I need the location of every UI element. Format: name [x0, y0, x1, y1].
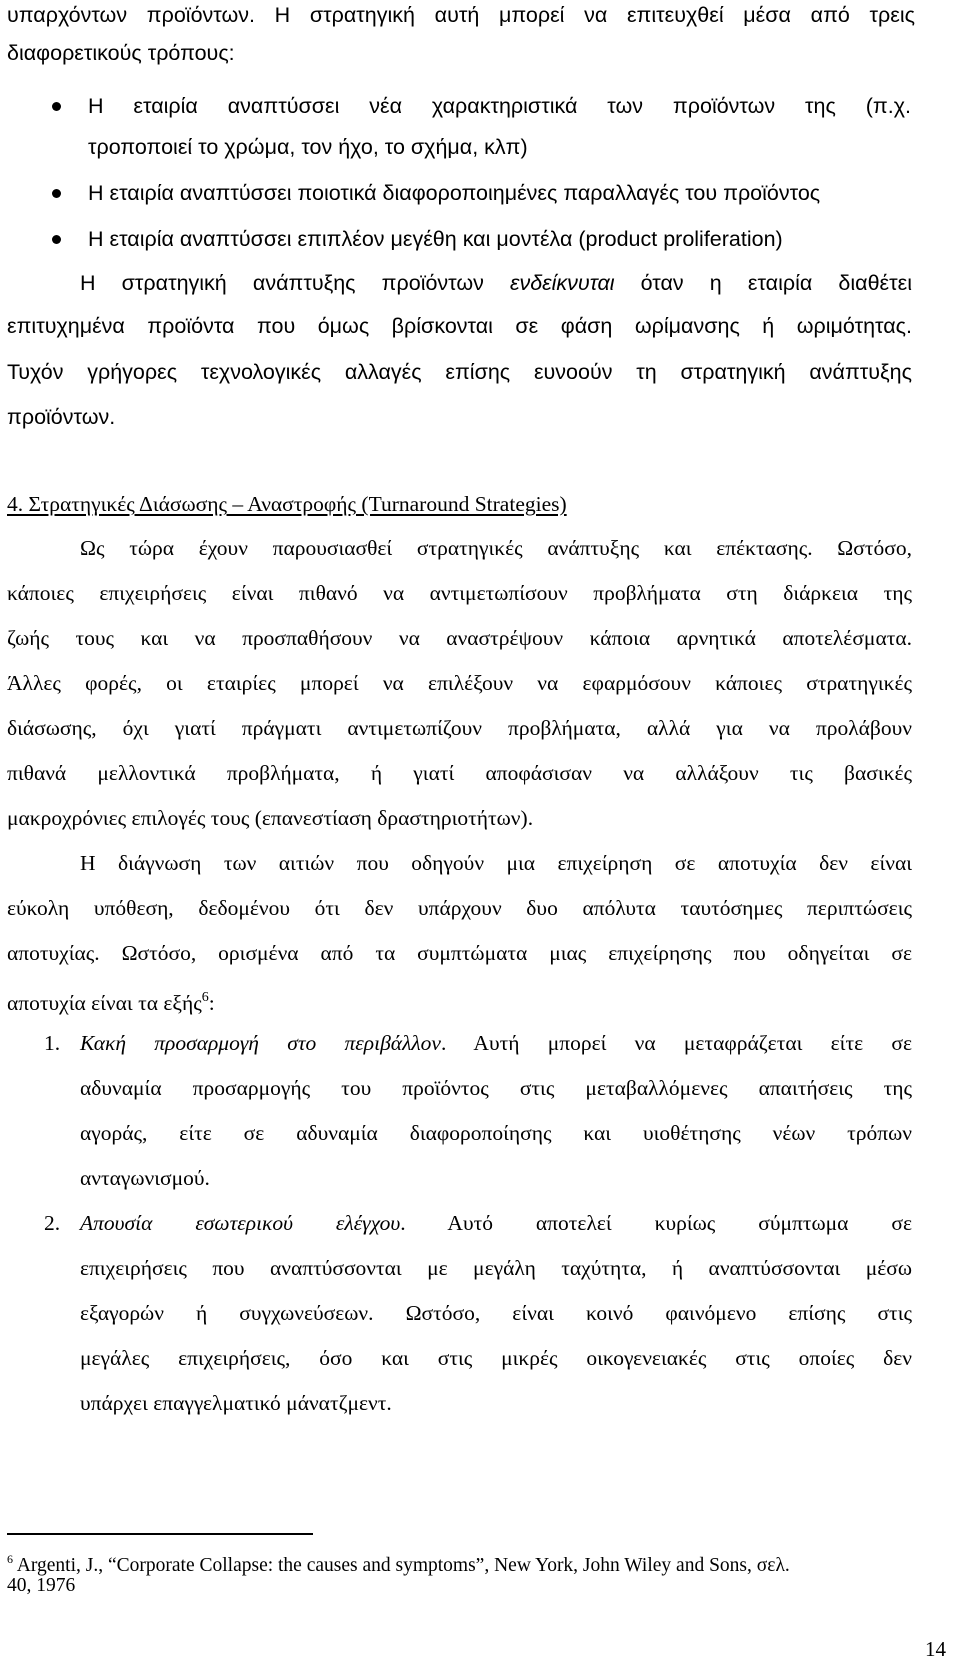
indication-text-b: όταν η εταιρία διαθέτει: [614, 271, 912, 295]
indication-line-3: Τυχόν γρήγορες τεχνολογικές αλλαγές επίσης ευνοούν τη στρατηγική ανάπτυξης: [7, 360, 912, 384]
numbered-item-2-rest: . Αυτό αποτελεί κυρίως σύμπτωμα σε: [400, 1211, 912, 1235]
indication-italic: ενδείκνυται: [510, 271, 615, 295]
footnote-text: Argenti, J., “Corporate Collapse: the causes and symptoms”, New York, John Wiley and Sons, σελ.: [13, 1555, 790, 1576]
numbered-item-2-title: Απουσία εσωτερικού ελέγχου: [80, 1211, 401, 1235]
bullet-dot: [52, 102, 61, 111]
page-number: 14: [925, 1637, 946, 1661]
numbered-item-1-line-3: αγοράς, είτε σε αδυναμία διαφοροποίησης και υιοθέτησης νέων τρόπων: [80, 1121, 912, 1145]
diagnosis-line-1: Η διάγνωση των αιτιών που οδηγούν μια επιχείρηση σε αποτυχία δεν είναι: [80, 851, 912, 875]
indication-line-1: [80, 268, 912, 298]
numbered-item-2-line-1: [80, 1208, 912, 1238]
diagnosis-last-text: αποτυχία είναι τα εξής: [7, 991, 202, 1015]
bullet-item-2: Η εταιρία αναπτύσσει ποιοτικά διαφοροποιημένες παραλλαγές του προϊόντος: [88, 181, 821, 205]
numbered-item-1-line-1: [80, 1028, 912, 1058]
numbered-item-1-rest: . Αυτή μπορεί να μεταφράζεται είτε σε: [440, 1031, 912, 1055]
indication-text-a: Η στρατηγική ανάπτυξης προϊόντων: [80, 271, 511, 295]
footnote-reference: 6: [201, 990, 209, 1005]
diagnosis-line-3: αποτυχίας. Ωστόσο, ορισμένα από τα συμπτώματα μιας επιχείρησης που οδηγείται σε: [7, 941, 912, 965]
footnote-line-1: [7, 1545, 790, 1580]
turnaround-line-1: Ως τώρα έχουν παρουσιασθεί στρατηγικές ανάπτυξης και επέκτασης. Ωστόσο,: [80, 536, 912, 560]
indication-line-2: επιτυχημένα προϊόντα που όμως βρίσκονται σε φάση ωρίμανσης ή ωριμότητας.: [7, 314, 912, 338]
bullet-item-1-line-2: τροποποιεί το χρώμα, τον ήχο, το σχήμα, κλπ): [88, 135, 528, 159]
numbered-item-1-line-2: αδυναμία προσαρμογής του προϊόντος στις μεταβαλλόμενες απαιτήσεις της: [80, 1076, 912, 1100]
diagnosis-colon: :: [208, 991, 215, 1015]
numbered-item-1-title: Κακή προσαρμογή στο περιβάλλον: [80, 1031, 441, 1055]
intro-line-2: διαφορετικούς τρόπους:: [7, 41, 235, 65]
footnote-separator: [7, 1533, 313, 1535]
numbered-item-1-line-4: ανταγωνισμού.: [80, 1166, 210, 1190]
numbered-item-2-line-4: μεγάλες επιχειρήσεις, όσο και στις μικρές οικογενειακές στις οποίες δεν: [80, 1346, 912, 1370]
intro-line-1: υπαρχόντων προϊόντων. Η στρατηγική αυτή μπορεί να επιτευχθεί μέσα από τρεις: [7, 3, 915, 27]
bullet-item-1-line-1: Η εταιρία αναπτύσσει νέα χαρακτηριστικά των προϊόντων της (π.χ.: [88, 94, 911, 118]
bullet-item-3: Η εταιρία αναπτύσσει επιπλέον μεγέθη και μοντέλα (product proliferation): [88, 227, 783, 251]
turnaround-line-6: πιθανά μελλοντικά προβλήματα, ή γιατί αποφάσισαν να αλλάξουν τις βασικές: [7, 761, 912, 785]
section-heading: 4. Στρατηγικές Διάσωσης – Αναστροφής (Turnaround Strategies): [7, 492, 567, 516]
turnaround-line-4: Άλλες φορές, οι εταιρίες μπορεί να επιλέξουν να εφαρμόσουν κάποιες στρατηγικές: [7, 671, 912, 695]
numbered-item-2-line-5: υπάρχει επαγγελματικό μάνατζμεντ.: [80, 1391, 392, 1415]
turnaround-line-7: μακροχρόνιες επιλογές τους (επανεστίαση δραστηριοτήτων).: [7, 806, 534, 830]
diagnosis-line-4: [7, 983, 215, 1018]
indication-line-4: προϊόντων.: [7, 405, 116, 429]
numbered-item-1-number: 1.: [44, 1031, 61, 1055]
turnaround-line-3: ζωής τους και να προσπαθήσουν να αναστρέψουν κάποια αρνητικά αποτελέσματα.: [7, 626, 912, 650]
numbered-item-2-number: 2.: [44, 1211, 61, 1235]
numbered-item-2-line-2: επιχειρήσεις που αναπτύσσονται με μεγάλη ταχύτητα, ή αναπτύσσονται μέσω: [80, 1256, 912, 1280]
footnote-line-2: 40, 1976: [7, 1575, 76, 1596]
numbered-item-2-line-3: εξαγορών ή συγχωνεύσεων. Ωστόσο, είναι κοινό φαινόμενο επίσης στις: [80, 1301, 912, 1325]
bullet-dot: [52, 235, 61, 244]
bullet-dot: [52, 189, 61, 198]
footnote-number: 6: [7, 1552, 13, 1566]
diagnosis-line-2: εύκολη υπόθεση, δεδομένου ότι δεν υπάρχουν δυο απόλυτα ταυτόσημες περιπτώσεις: [7, 896, 912, 920]
turnaround-line-2: κάποιες επιχειρήσεις είναι πιθανό να αντιμετωπίσουν προβλήματα στη διάρκεια της: [7, 581, 912, 605]
turnaround-line-5: διάσωσης, όχι γιατί πράγματι αντιμετωπίζουν προβλήματα, αλλά για να προλάβουν: [7, 716, 912, 740]
